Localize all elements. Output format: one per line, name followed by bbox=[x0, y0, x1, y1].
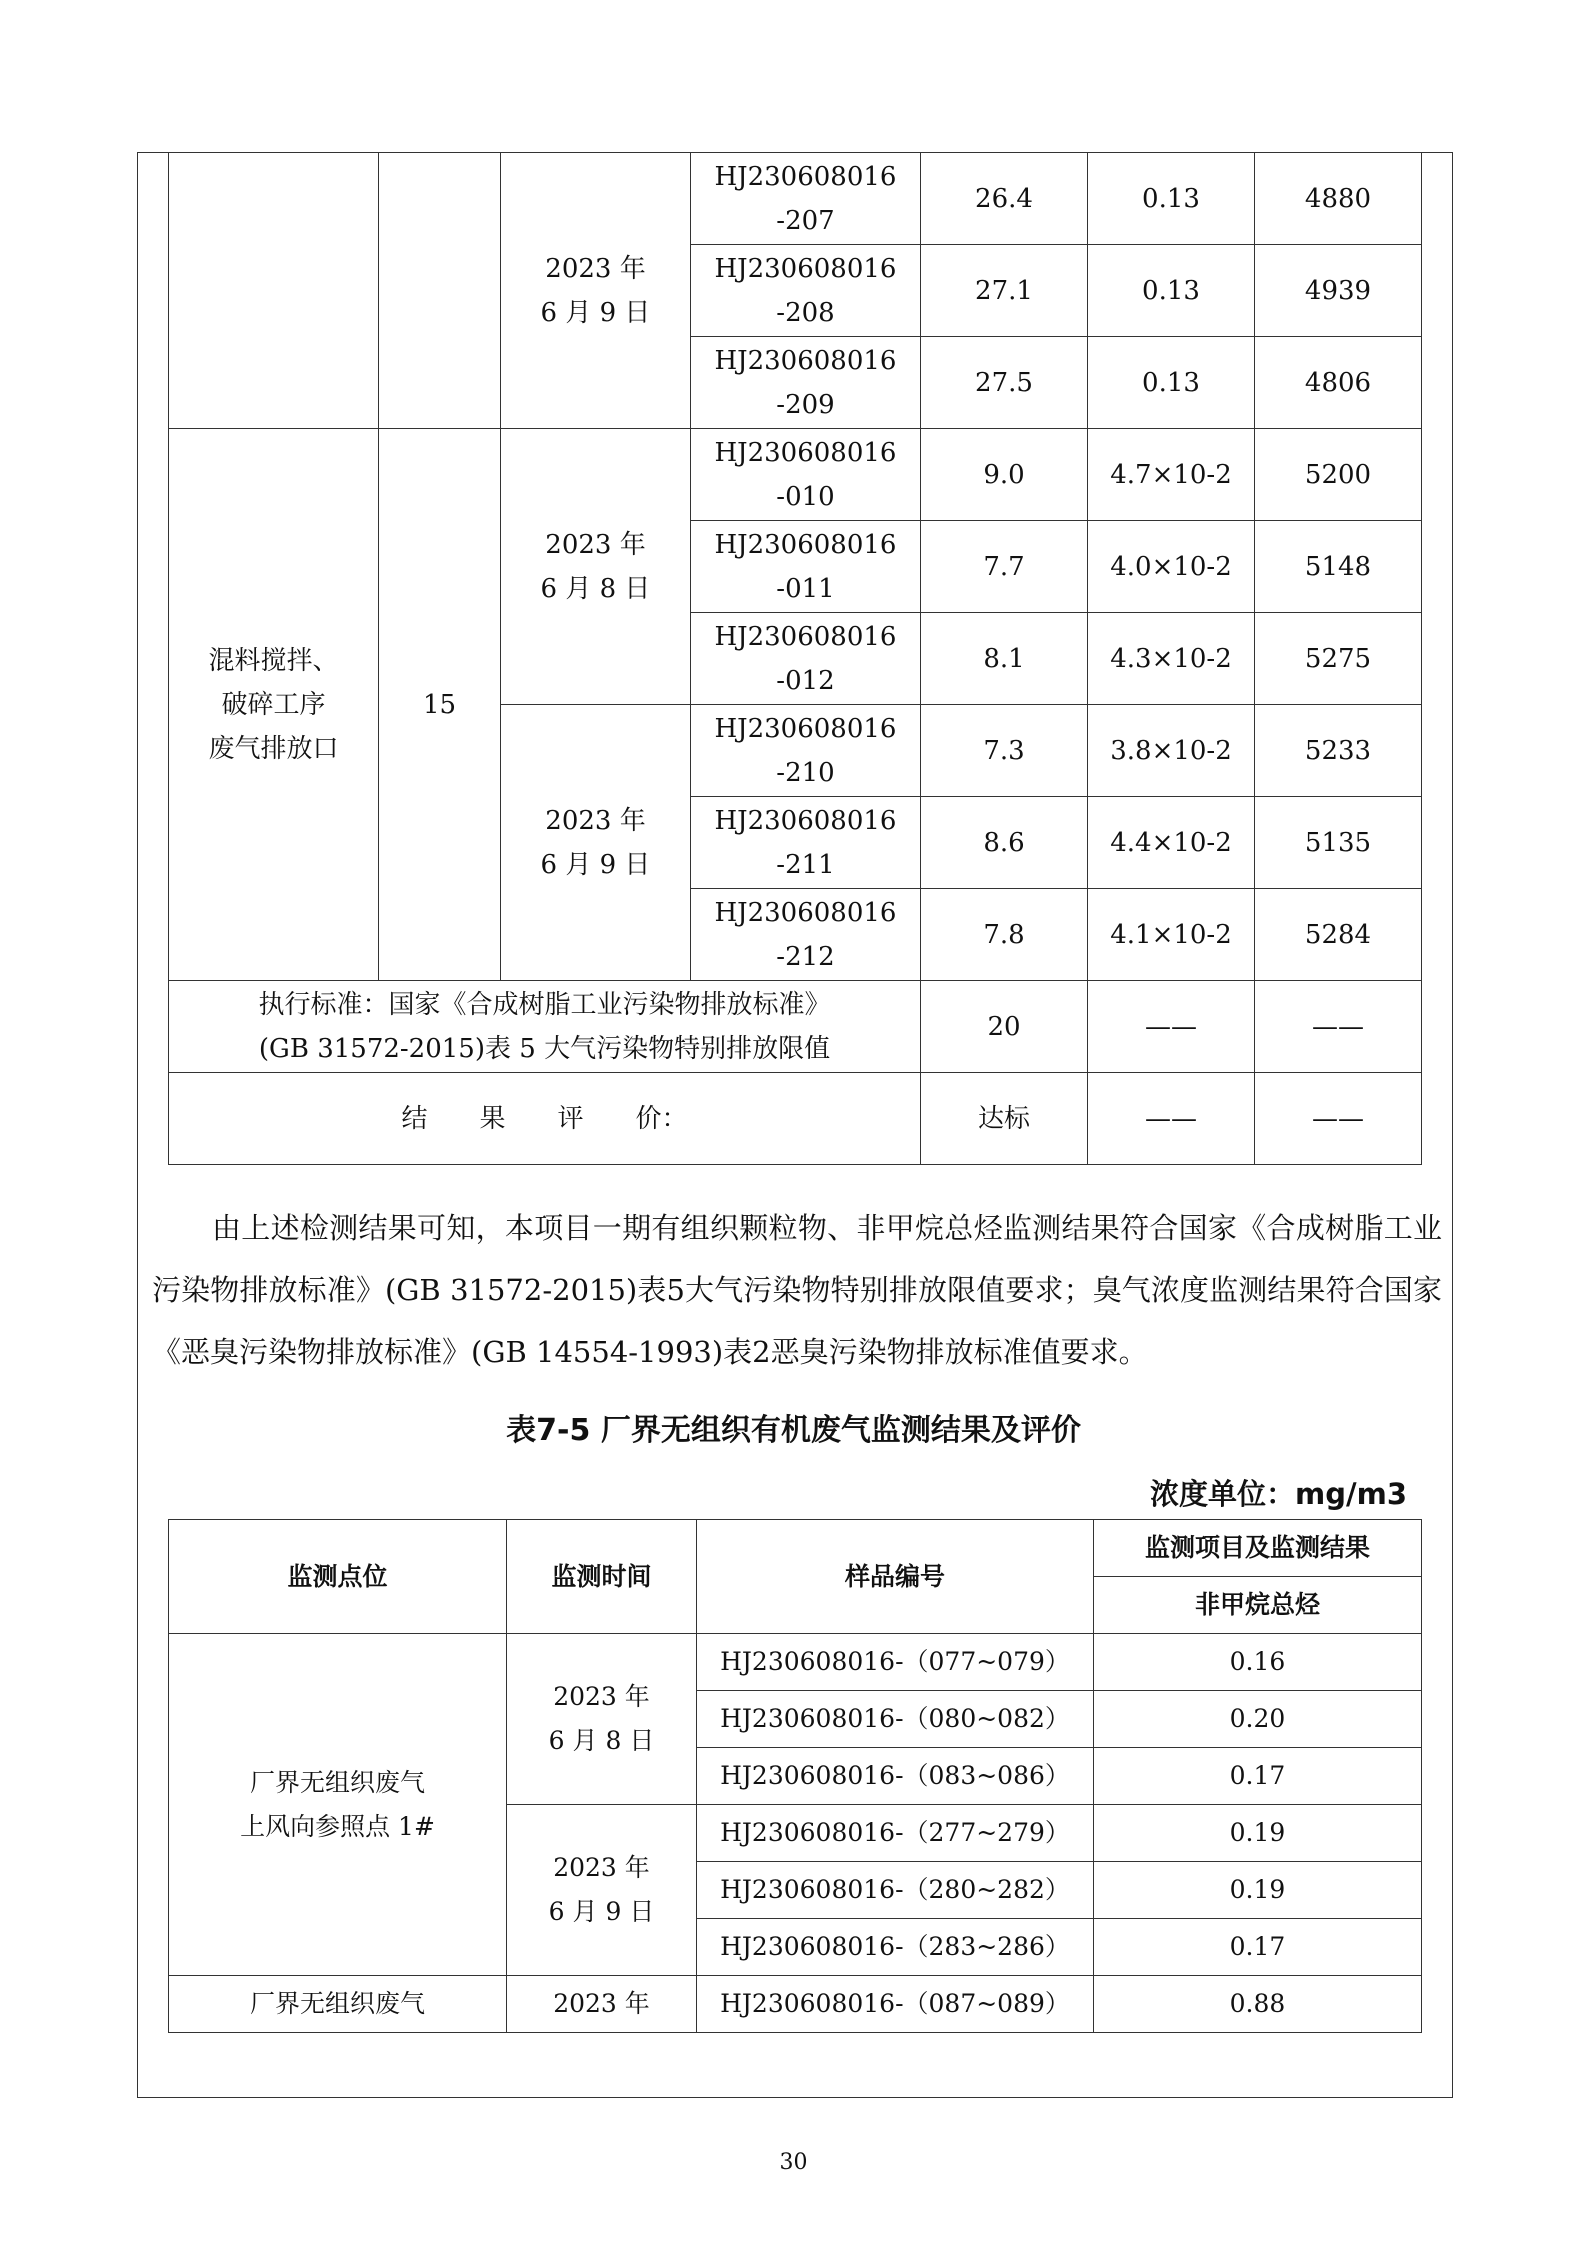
sample-id: HJ230608016-（283~286） bbox=[697, 1919, 1094, 1976]
sample-id: HJ230608016-（087~089） bbox=[697, 1976, 1094, 2033]
concentration: 27.5 bbox=[921, 337, 1088, 429]
conclusion-text: 由上述检测结果可知，本项目一期有组织颗粒物、非甲烷总烃监测结果符合国家《合成树脂工业污染物排放标准》(GB 31572-2015)表5大气污染物特别排放限值要求；臭气浓度监测结果符合国家《恶臭污染物排放标准》(GB 14554-1993)表2恶臭污染物排放标准值要求。 bbox=[152, 1211, 1442, 1369]
sample-id: HJ230608016-（277~279） bbox=[697, 1805, 1094, 1862]
result-odor: —— bbox=[1255, 1073, 1422, 1165]
nmhc-value: 0.16 bbox=[1094, 1634, 1422, 1691]
emission-rate: 0.13 bbox=[1088, 337, 1255, 429]
odor-concentration: 4880 bbox=[1255, 153, 1422, 245]
date-cell: 2023 年 bbox=[507, 1976, 697, 2033]
location-cell: 厂界无组织废气 上风向参照点 1# bbox=[169, 1634, 507, 1976]
emission-rate: 4.1×10-2 bbox=[1088, 889, 1255, 981]
header-sample: 样品编号 bbox=[697, 1520, 1094, 1634]
sample-id: HJ230608016-（083~086） bbox=[697, 1748, 1094, 1805]
odor-concentration: 5135 bbox=[1255, 797, 1422, 889]
header-items: 监测项目及监测结果 bbox=[1094, 1520, 1422, 1577]
emission-rate: 4.4×10-2 bbox=[1088, 797, 1255, 889]
odor-concentration: 4806 bbox=[1255, 337, 1422, 429]
location-cell bbox=[169, 153, 379, 429]
result-rate: —— bbox=[1088, 1073, 1255, 1165]
concentration: 7.8 bbox=[921, 889, 1088, 981]
concentration: 9.0 bbox=[921, 429, 1088, 521]
sample-id: HJ230608016 -010 bbox=[691, 429, 921, 521]
sample-id: HJ230608016 -209 bbox=[691, 337, 921, 429]
sample-id: HJ230608016 -011 bbox=[691, 521, 921, 613]
emission-rate: 4.7×10-2 bbox=[1088, 429, 1255, 521]
odor-concentration: 5284 bbox=[1255, 889, 1422, 981]
odor-concentration: 5275 bbox=[1255, 613, 1422, 705]
odor-concentration: 5200 bbox=[1255, 429, 1422, 521]
header-time: 监测时间 bbox=[507, 1520, 697, 1634]
standard-value: 20 bbox=[921, 981, 1088, 1073]
sample-id: HJ230608016-（280~282） bbox=[697, 1862, 1094, 1919]
concentration: 7.7 bbox=[921, 521, 1088, 613]
emission-results-table bbox=[168, 152, 1422, 1165]
emission-rate: 0.13 bbox=[1088, 153, 1255, 245]
result-label: 结 果 评 价： bbox=[169, 1073, 921, 1165]
date-cell: 2023 年 6 月 8 日 bbox=[501, 429, 691, 705]
conclusion-paragraph bbox=[152, 1197, 1442, 1383]
unit-label: 浓度单位：mg/m3 bbox=[1150, 1477, 1407, 1511]
odor-concentration: 5233 bbox=[1255, 705, 1422, 797]
standard-label: 执行标准：国家《合成树脂工业污染物排放标准》 (GB 31572-2015)表 5 大气污染物特别排放限值 bbox=[169, 981, 921, 1073]
fugitive-emission-table bbox=[168, 1519, 1422, 2033]
concentration: 8.1 bbox=[921, 613, 1088, 705]
height-cell bbox=[379, 153, 501, 429]
standard-odor: —— bbox=[1255, 981, 1422, 1073]
concentration: 7.3 bbox=[921, 705, 1088, 797]
header-location: 监测点位 bbox=[169, 1520, 507, 1634]
nmhc-value: 0.19 bbox=[1094, 1805, 1422, 1862]
emission-rate: 3.8×10-2 bbox=[1088, 705, 1255, 797]
sample-id: HJ230608016 -211 bbox=[691, 797, 921, 889]
sample-id: HJ230608016 -210 bbox=[691, 705, 921, 797]
location-cell: 混料搅拌、 破碎工序 废气排放口 bbox=[169, 429, 379, 981]
sample-id: HJ230608016 -212 bbox=[691, 889, 921, 981]
emission-rate: 0.13 bbox=[1088, 245, 1255, 337]
odor-concentration: 4939 bbox=[1255, 245, 1422, 337]
standard-rate: —— bbox=[1088, 981, 1255, 1073]
sample-id: HJ230608016-（077~079） bbox=[697, 1634, 1094, 1691]
date-cell: 2023 年 6 月 9 日 bbox=[507, 1805, 697, 1976]
header-nmhc: 非甲烷总烃 bbox=[1094, 1577, 1422, 1634]
nmhc-value: 0.88 bbox=[1094, 1976, 1422, 2033]
emission-rate: 4.3×10-2 bbox=[1088, 613, 1255, 705]
sample-id: HJ230608016-（080~082） bbox=[697, 1691, 1094, 1748]
concentration: 8.6 bbox=[921, 797, 1088, 889]
height-cell: 15 bbox=[379, 429, 501, 981]
date-cell: 2023 年 6 月 9 日 bbox=[501, 705, 691, 981]
date-cell: 2023 年 6 月 8 日 bbox=[507, 1634, 697, 1805]
concentration: 27.1 bbox=[921, 245, 1088, 337]
sample-id: HJ230608016 -207 bbox=[691, 153, 921, 245]
nmhc-value: 0.17 bbox=[1094, 1748, 1422, 1805]
result-value: 达标 bbox=[921, 1073, 1088, 1165]
concentration: 26.4 bbox=[921, 153, 1088, 245]
date-cell: 2023 年 6 月 9 日 bbox=[501, 153, 691, 429]
location-cell: 厂界无组织废气 bbox=[169, 1976, 507, 2033]
odor-concentration: 5148 bbox=[1255, 521, 1422, 613]
page-number: 30 bbox=[779, 2150, 808, 2175]
table-caption: 表7-5 厂界无组织有机废气监测结果及评价 bbox=[506, 1413, 1081, 1448]
emission-rate: 4.0×10-2 bbox=[1088, 521, 1255, 613]
nmhc-value: 0.20 bbox=[1094, 1691, 1422, 1748]
nmhc-value: 0.17 bbox=[1094, 1919, 1422, 1976]
sample-id: HJ230608016 -208 bbox=[691, 245, 921, 337]
sample-id: HJ230608016 -012 bbox=[691, 613, 921, 705]
nmhc-value: 0.19 bbox=[1094, 1862, 1422, 1919]
